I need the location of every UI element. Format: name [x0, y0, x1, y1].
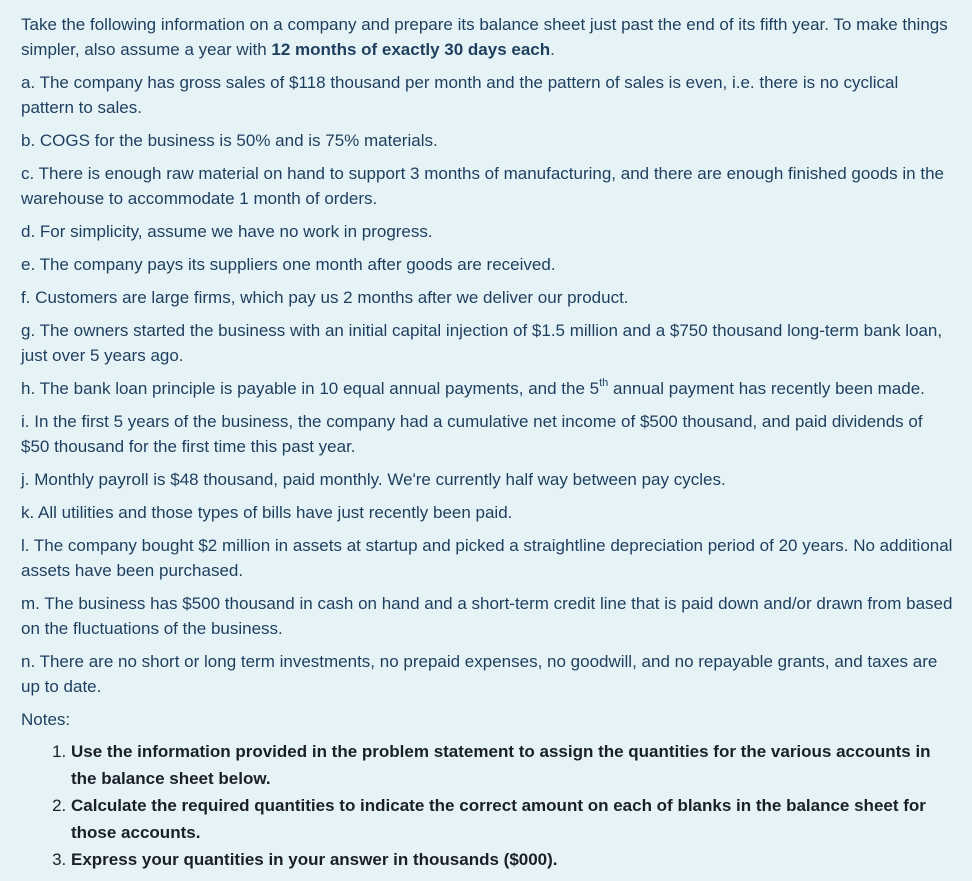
item-e: e. The company pays its suppliers one month after goods are received.	[21, 255, 556, 274]
item-m: m. The business has $500 thousand in cash on hand and a short-term credit line that is paid down and/or drawn from based on the fluctuations of the business.	[21, 594, 953, 638]
note-item: 3. Express your quantities in your answer in thousands ($000).	[71, 846, 954, 873]
item-k: k. All utilities and those types of bills have just recently been paid.	[21, 503, 513, 522]
item-a: a. The company has gross sales of $118 thousand per month and the pattern of sales is even, i.e. there is no cyclical pattern to sales.	[21, 73, 899, 117]
item-g: g. The owners started the business with an initial capital injection of $1.5 million and a $750 thousand long-term bank loan, just over 5 years ago.	[21, 321, 943, 365]
notes-list	[21, 738, 954, 873]
item-c: c. There is enough raw material on hand to support 3 months of manufacturing, and there are enough finished goods in the warehouse to accommodate 1 month of orders.	[21, 164, 944, 208]
item-f: f. Customers are large firms, which pay us 2 months after we deliver our product.	[21, 288, 629, 307]
intro-bold-text: 12 months of exactly 30 days each	[271, 40, 551, 59]
item-j: j. Monthly payroll is $48 thousand, paid monthly. We're currently half way between pay cycles.	[21, 470, 726, 489]
item-h-text: h. The bank loan principle is payable in 10 equal annual payments, and the 5	[21, 379, 600, 398]
item-l: l. The company bought $2 million in assets at startup and picked a straightline depreciation period of 20 years. No additional assets have been purchased.	[21, 536, 953, 580]
item-i: i. In the first 5 years of the business, the company had a cumulative net income of $500 thousand, and paid dividends of $50 thousand for the first time this past year.	[21, 412, 923, 456]
note-item: 2. Calculate the required quantities to indicate the correct amount on each of blanks in the balance sheet for those accounts.	[71, 792, 954, 846]
item-d: d. For simplicity, assume we have no work in progress.	[21, 222, 433, 241]
item-h-superscript: th	[599, 377, 609, 390]
intro-paragraph	[21, 12, 954, 62]
intro-text: Take the following information on a company and prepare its balance sheet just past the end of its fifth year. To make things simpler, also assume a year with	[21, 15, 948, 59]
note-item: 1. Use the information provided in the problem statement to assign the quantities for the various accounts in the balance sheet below.	[71, 738, 954, 792]
notes-heading: Notes:	[21, 710, 71, 729]
intro-text-end: .	[550, 40, 555, 59]
item-h-text-end: annual payment has recently been made.	[608, 379, 925, 398]
item-b: b. COGS for the business is 50% and is 75% materials.	[21, 131, 438, 150]
item-n: n. There are no short or long term investments, no prepaid expenses, no goodwill, and no repayable grants, and taxes are up to date.	[21, 652, 938, 696]
item-h	[21, 376, 954, 401]
